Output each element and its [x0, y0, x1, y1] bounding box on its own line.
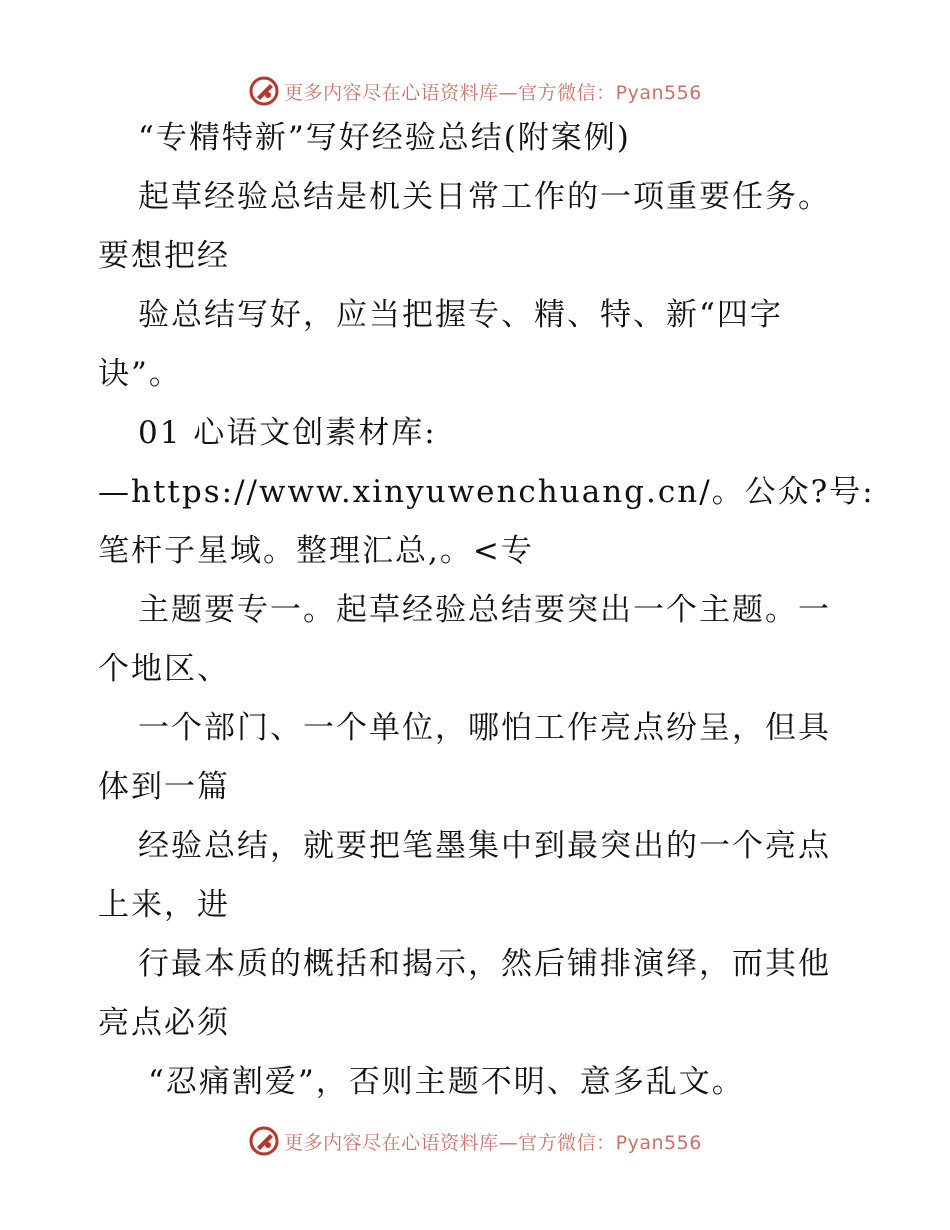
logo-icon — [248, 1125, 280, 1157]
logo-icon — [248, 75, 280, 107]
paragraph-line: 验总结写好，应当把握专、精、特、新“四字 — [138, 297, 783, 333]
header-watermark — [0, 71, 950, 111]
paragraph-line: 体到一篇 — [98, 769, 230, 805]
footer-watermark — [0, 1121, 950, 1161]
paragraph-line: 要想把经 — [98, 238, 230, 274]
paragraph-line: 亮点必须 — [98, 1005, 230, 1041]
paragraph-line: 经验总结，就要把笔墨集中到最突出的一个亮点 — [138, 828, 831, 864]
paragraph-line: —https://www.xinyuwenchuang.cn/。公众?号: — [98, 474, 875, 510]
paragraph-line: 01 心语文创素材库: — [138, 415, 437, 451]
paragraph-line: 一个部门、一个单位，哪怕工作亮点纷呈，但具 — [138, 710, 831, 746]
watermark-text: 更多内容尽在心语资料库—官方微信：Pyan556 — [284, 81, 702, 104]
paragraph-line: 起草经验总结是机关日常工作的一项重要任务。 — [138, 179, 831, 215]
paragraph-line: 笔杆子星域。整理汇总,。<专 — [98, 533, 534, 569]
paragraph-line: 上来，进 — [98, 887, 230, 923]
document-title: “专精特新”写好经验总结(附案例) — [138, 120, 631, 156]
watermark-text: 更多内容尽在心语资料库—官方微信：Pyan556 — [284, 1131, 702, 1154]
paragraph-line: 诀”。 — [98, 356, 182, 392]
paragraph-line: 个地区、 — [98, 651, 230, 687]
paragraph-line: “忍痛割爱”，否则主题不明、意多乱文。 — [148, 1064, 745, 1100]
paragraph-line: 主题要专一。起草经验总结要突出一个主题。一 — [138, 592, 831, 628]
paragraph-line: 行最本质的概括和揭示，然后铺排演绎，而其他 — [138, 946, 831, 982]
